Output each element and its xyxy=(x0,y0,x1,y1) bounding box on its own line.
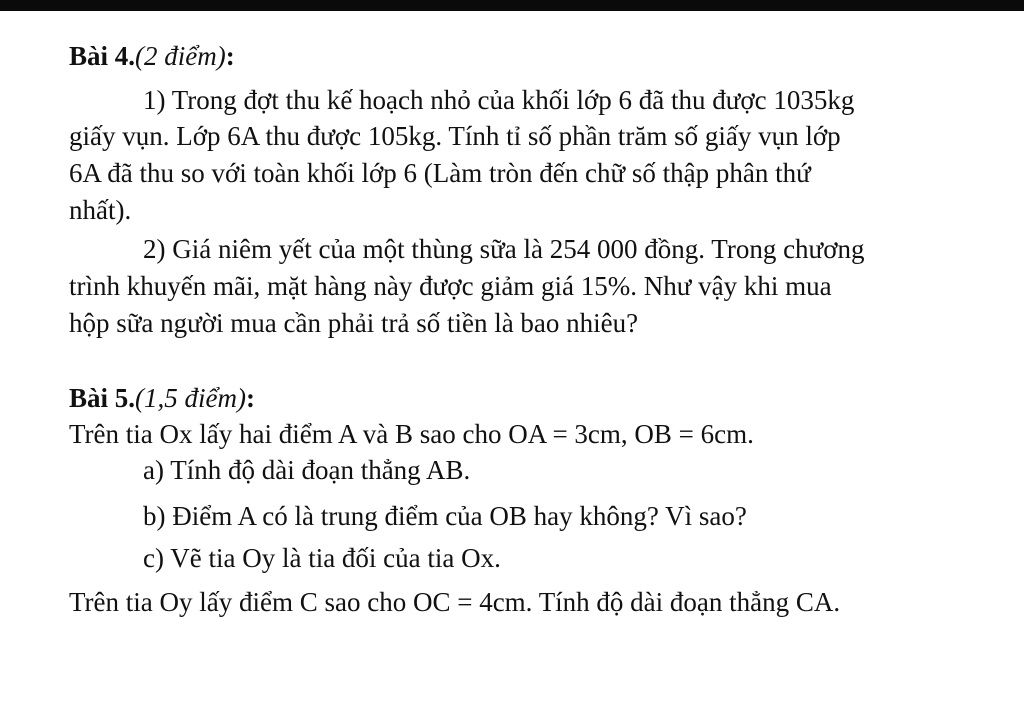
bai5-line-5: Trên tia Oy lấy điểm C sao cho OC = 4cm. Tính độ dài đoạn thẳng CA. xyxy=(69,587,841,617)
bai4-heading xyxy=(69,38,235,74)
bai4-line-3: 6A đã thu so với toàn khối lớp 6 (Làm tròn đến chữ số thập phân thứ xyxy=(69,158,811,188)
bai5-heading-colon: : xyxy=(245,383,255,413)
top-border-bar xyxy=(0,0,1024,11)
bai4-line-2: giấy vụn. Lớp 6A thu được 105kg. Tính tỉ số phần trăm số giấy vụn lớp xyxy=(69,121,841,151)
bai5-heading-number: Bài 5. xyxy=(69,383,136,413)
bai4-heading-number: Bài 4. xyxy=(69,41,136,71)
bai4-line-6: trình khuyến mãi, mặt hàng này được giảm giá 15%. Như vậy khi mua xyxy=(69,271,832,301)
bai4-line-1: 1) Trong đợt thu kế hoạch nhỏ của khối lớp 6 đã thu được 1035kg xyxy=(143,85,855,115)
bai4-heading-points: (2 điểm) xyxy=(135,41,226,71)
bai4-line-4: nhất). xyxy=(69,195,132,225)
bai5-heading-points: (1,5 điểm) xyxy=(135,383,246,413)
bai5-line-2: a) Tính độ dài đoạn thẳng AB. xyxy=(143,455,471,485)
bai4-line-5: 2) Giá niêm yết của một thùng sữa là 254 000 đồng. Trong chương xyxy=(143,234,865,264)
bai5-heading xyxy=(69,380,255,416)
bai5-line-3: b) Điểm A có là trung điểm của OB hay không? Vì sao? xyxy=(143,501,747,531)
bai5-line-1: Trên tia Ox lấy hai điểm A và B sao cho OA = 3cm, OB = 6cm. xyxy=(69,419,754,449)
bai5-line-4: c) Vẽ tia Oy là tia đối của tia Ox. xyxy=(143,543,501,573)
bai4-heading-colon: : xyxy=(225,41,235,71)
bai4-line-7: hộp sữa người mua cần phải trả số tiền là bao nhiêu? xyxy=(69,308,639,338)
